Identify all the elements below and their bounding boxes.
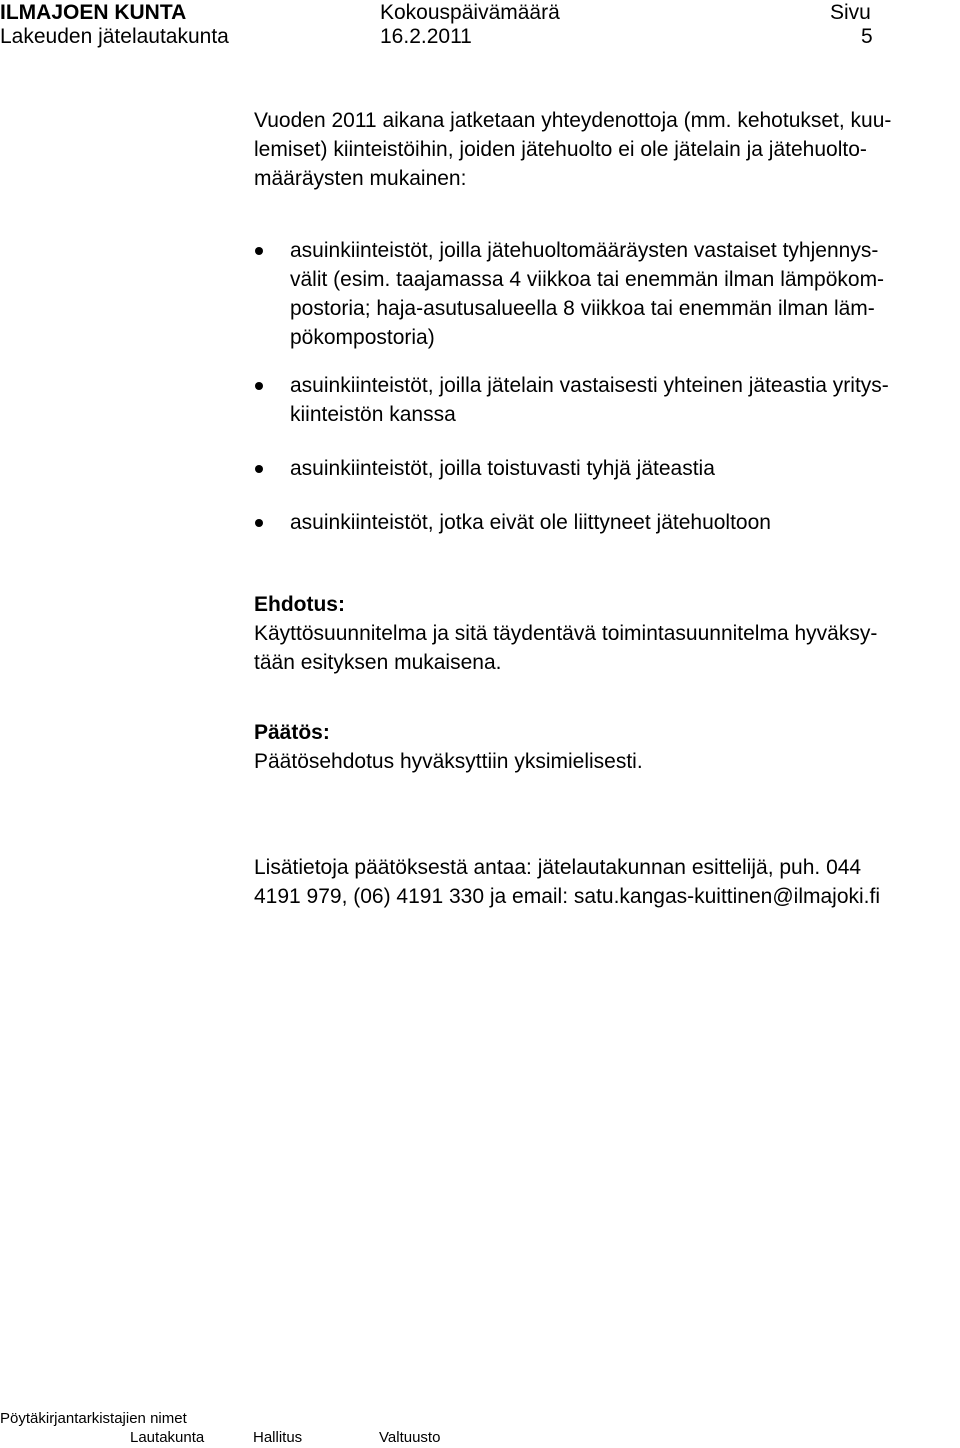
footer-checkers-label: Pöytäkirjantarkistajien nimet: [0, 1410, 187, 1427]
intro-line: lemiset) kiinteistöihin, joiden jätehuolto ei ole jätelain ja jätehuolto-: [254, 138, 867, 161]
list-item-line: pökompostoria): [290, 326, 435, 349]
bullet-icon: [255, 465, 263, 473]
meeting-date-value: 16.2.2011: [380, 25, 472, 48]
organization-name: ILMAJOEN KUNTA: [0, 1, 187, 24]
committee-name: Lakeuden jätelautakunta: [0, 25, 229, 48]
decision-text: Päätösehdotus hyväksyttiin yksimielisesti.: [254, 750, 643, 773]
bullet-icon: [255, 519, 263, 527]
intro-line: Vuoden 2011 aikana jatketaan yhteydenottoja (mm. kehotukset, kuu-: [254, 109, 892, 132]
proposal-line: tään esityksen mukaisena.: [254, 651, 502, 674]
contact-line: 4191 979, (06) 4191 330 ja email: satu.kangas-kuittinen@ilmajoki.fi: [254, 885, 881, 908]
bullet-icon: [255, 382, 263, 390]
list-item-line: asuinkiinteistöt, jotka eivät ole liittyneet jätehuoltoon: [290, 511, 771, 534]
list-item-line: postoria; haja-asutusalueella 8 viikkoa tai enemmän ilman läm-: [290, 297, 875, 320]
footer-column-board: Lautakunta: [130, 1429, 205, 1446]
footer-column-government: Hallitus: [253, 1429, 303, 1446]
decision-heading: Päätös:: [254, 721, 330, 744]
bullet-icon: [255, 247, 263, 255]
footer-column-council: Valtuusto: [379, 1429, 441, 1446]
page-number: 5: [861, 25, 873, 48]
list-item-line: asuinkiinteistöt, joilla jätehuoltomääräysten vastaiset tyhjennys-: [290, 239, 879, 262]
contact-section: [254, 853, 880, 911]
list-item-line: kiinteistön kanssa: [290, 403, 456, 426]
decision-section: [254, 718, 643, 776]
contact-line: Lisätietoja päätöksestä antaa: jätelautakunnan esittelijä, puh. 044: [254, 856, 862, 879]
proposal-heading: Ehdotus:: [254, 593, 345, 616]
page-label: Sivu: [830, 1, 871, 24]
proposal-section: [254, 590, 877, 677]
intro-paragraph: [254, 106, 891, 193]
list-item-line: välit (esim. taajamassa 4 viikkoa tai enemmän ilman lämpökom-: [290, 268, 885, 291]
list-item-line: asuinkiinteistöt, joilla toistuvasti tyhjä jäteastia: [290, 457, 715, 480]
list-item-line: asuinkiinteistöt, joilla jätelain vastaisesti yhteinen jäteastia yritys-: [290, 374, 889, 397]
meeting-date-label: Kokouspäivämäärä: [380, 1, 560, 24]
proposal-line: Käyttösuunnitelma ja sitä täydentävä toimintasuunnitelma hyväksy-: [254, 622, 878, 645]
intro-line: määräysten mukainen:: [254, 167, 467, 190]
